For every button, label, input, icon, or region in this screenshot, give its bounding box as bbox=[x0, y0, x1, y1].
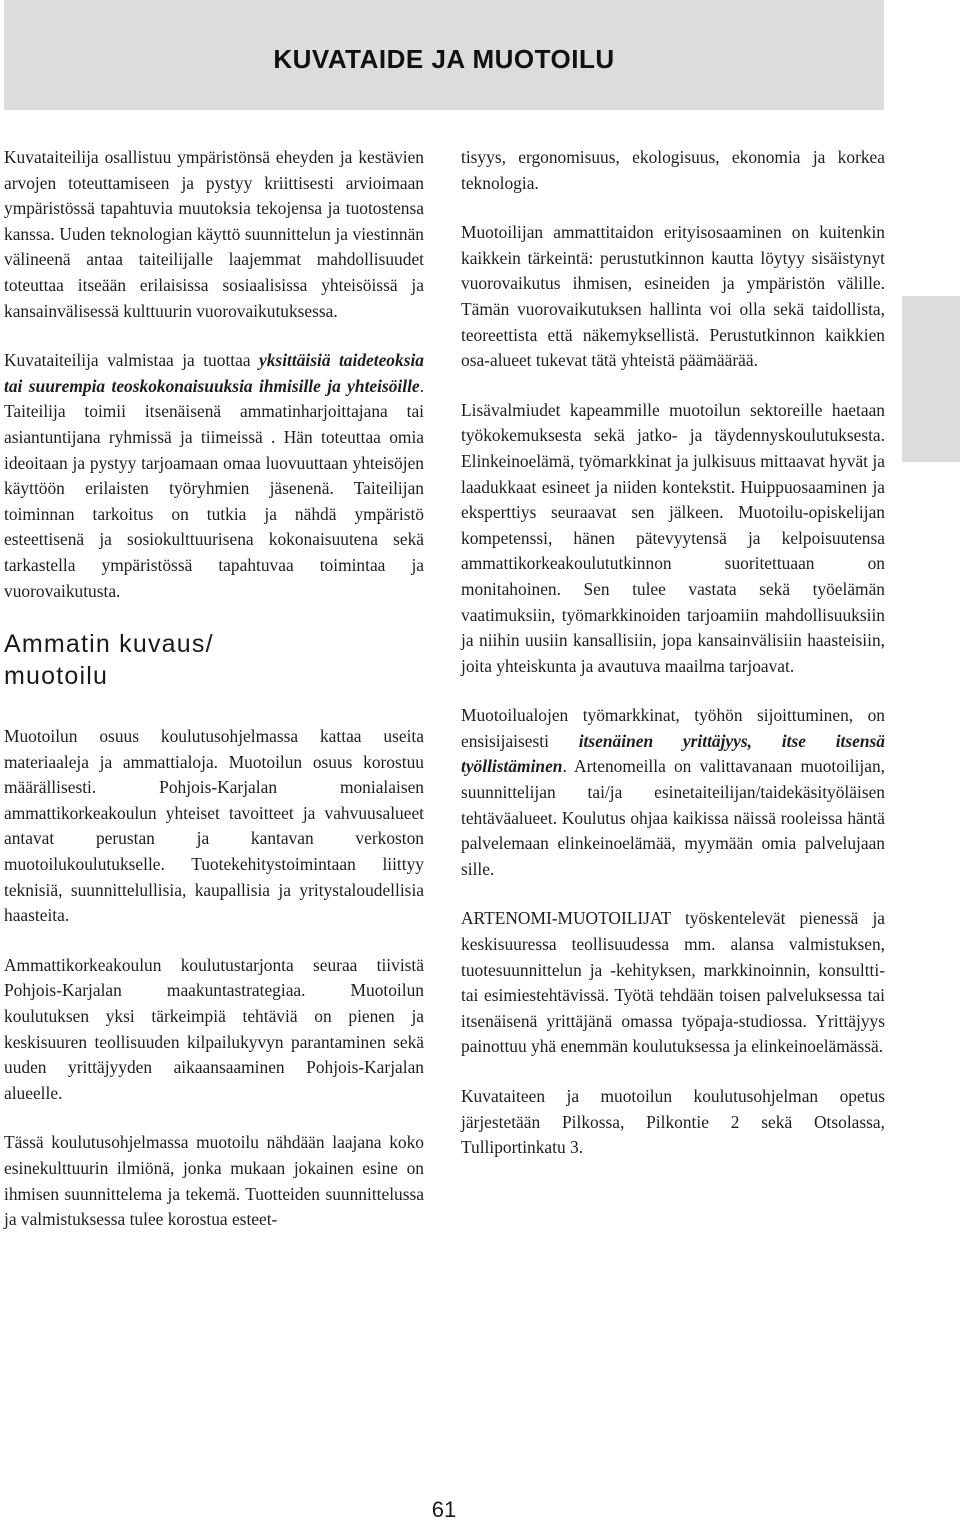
artenomi-paragraph: ARTENOMI-MUOTOILIJAT työskentelevät pienessä ja keskisuuressa teollisuudessa mm. alansa valmistuksen, tuotesuunnittelun ja -kehityksen, markkinoinnin, konsultti- tai esimiestehtävissä. Työtä tehdään toisen palveluksessa tai itsenäisenä yrittäjänä omassa työpaja-studiossa. Yrittäjyys painottuu yhä enemmän koulutuksessa ja elinkeinoelämässä. bbox=[461, 908, 885, 1057]
intro-paragraph: Kuvataiteilija osallistuu ympäristönsä eheyden ja kestävien arvojen toteuttamiseen ja pystyy kriittisesti arvioimaan ympäristössä tapahtuvia muutoksia tekojensa ja tuotostensa kanssa. Uuden teknologian käyttö suunnittelun ja viestinnän välineenä antaa taiteilijalle laajemmat mahdollisuudet toteuttaa itseään erilaisissa sosiaalisissa yhteisöissä ja kansainvälisessä kulttuurin vuorovaikutuksessa. bbox=[4, 147, 424, 321]
strategy-paragraph: Ammattikorkeakoulun koulutustarjonta seuraa tiivistä Pohjois-Karjalan maakuntastrategiaa. Muotoilun koulutuksen yksi tärkeimpiä tehtäviä on pienen ja keskisuuren teollisuuden kilpailukyvyn parantaminen sekä uuden yrittäjyyden aikaansaaminen Pohjois-Karjalan alueelle. bbox=[4, 954, 424, 1103]
competence-paragraph: Lisävalmiudet kapeammille muotoilun sektoreille haetaan työkokemuksesta sekä jatko- ja täydennyskoulutuksesta. Elinkeinoelämä, työmarkkinat ja julkisuus mittaavat hyvät ja laadukkaat esineet ja niiden kontekstit. Huippuosaaminen ja eksperttiys seuraavat sen jälkeen. Muotoilu-opiskelijan kompetenssi, hänen pätevyytensä ja kelpoisuutensa ammattikorkeakoulututkinnon suoritettuaan on monitahoinen. Sen tulee vastata sekä työelämän vaatimuksiin, työmarkkinoiden tarjoamiin mahdollisuuksiin ja niihin uusiin kansallisiin, jopa kansainvälisiin haasteisiin, joita yhteiskunta ja avautuva maailma tarjoavat. bbox=[461, 399, 885, 676]
object-culture-paragraph: Tässä koulutusohjelmassa muotoilu nähdään laajana koko esinekulttuurin ilmiönä, jonka mukaan jokainen esine on ihmisen suunnittelema ja tekemä. Tuotteiden suunnittelussa ja valmistuksessa tulee korostua esteet- bbox=[4, 1132, 424, 1230]
location-paragraph: Kuvataiteen ja muotoilun koulutusohjelman opetus järjestetään Pilkossa, Pilkontie 2 sekä Otsolassa, Tulliportinkatu 3. bbox=[461, 1086, 885, 1158]
continued-paragraph: tisyys, ergonomisuus, ekologisuus, ekonomia ja korkea teknologia. bbox=[461, 147, 885, 193]
side-tab-marker bbox=[902, 296, 960, 462]
artist-paragraph bbox=[4, 348, 424, 604]
artist-paragraph-emphasis: yksittäisiä taideteoksia tai suurempia teoskokonaisuuksia ihmisille ja yhteisöille bbox=[4, 350, 424, 396]
labour-market-paragraph bbox=[461, 703, 885, 882]
section-heading-line1: Ammatin kuvaus/ bbox=[4, 630, 214, 659]
page-title: KUVATAIDE JA MUOTOILU bbox=[273, 44, 615, 74]
labour-market-lead: Muotoilualojen työmarkkinat, työhön sijoittuminen, on ensisijaisesti bbox=[461, 705, 885, 751]
artist-paragraph-lead: Kuvataiteilija valmistaa ja tuottaa bbox=[4, 350, 260, 371]
left-column bbox=[4, 145, 424, 1257]
labour-market-emphasis: itsenäinen yrittäjyys, itse itsensä työllistäminen bbox=[461, 730, 886, 777]
section-heading bbox=[4, 628, 424, 692]
design-scope-paragraph: Muotoilun osuus koulutusohjelmassa kattaa useita materiaaleja ja ammattialoja. Muotoilun osuus korostuu määrällisesti. Pohjois-Karjalan monialaisen ammattikorkeakoulun yhteiset tavoitteet ja vahvuusalueet antavat perustan ja kantavan verkoston muotoilukoulutukselle. Tuotekehitystoimintaan liittyy teknisiä, suunnittelullisia, kaupallisia ja yritystaloudellisia haasteita. bbox=[4, 726, 424, 926]
section-heading-line2: muotoilu bbox=[4, 662, 109, 691]
expertise-paragraph: Muotoilijan ammattitaidon erityisosaaminen on kuitenkin kaikkein tärkeintä: perustutkinnon kautta löytyy sisäistynyt vuorovaikutus ihmisen, esineiden ja ympäristön välille. Tämän vuorovaikutuksen hallinta voi olla sekä taidollista, teoreettista että näkemyksellistä. Perustutkinnon kaikkien osa-alueet tukevat tätä yhteistä päämäärää. bbox=[461, 222, 885, 371]
artist-paragraph-rest: . Taiteilija toimii itsenäisenä ammatinharjoittajana tai asiantuntijana ryhmissä ja tiimeissä . Hän toteuttaa omia ideoitaan ja pystyy tarjoamaan omaa luovuuttaan yhteisöjen käyttöön erilaisten työryhmien jäsenenä. Taiteilijan toiminnan tarkoitus on tutkia ja nähdä ympäristö esteettisenä ja sosiokulttuurisena kokonaisuutena sekä tarkastella ympäristössä tapahtuvaa toimintaa ja vuorovaikutusta. bbox=[4, 375, 424, 601]
page-number: 61 bbox=[431, 1497, 457, 1522]
labour-market-rest: . Artenomeilla on valittavanaan muotoilijan, suunnittelijan tai/ja esinetaiteilijan/taidekäsityöläisen tehtäväalueet. Koulutus ohjaa kaikissa näissä rooleissa häntä palvelemaan elinkeinoelämää, myymään omia palvelujaan sille. bbox=[461, 756, 885, 879]
right-column bbox=[461, 145, 885, 1185]
